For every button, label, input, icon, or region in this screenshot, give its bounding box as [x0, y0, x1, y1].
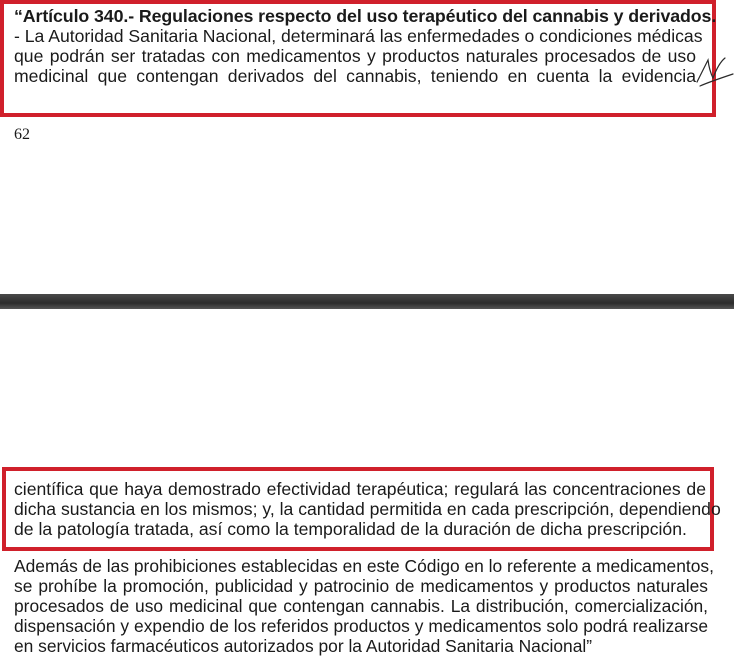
article-paragraph [14, 6, 717, 86]
article-line-1: - La Autoridad Sanitaria Nacional, determinará las enfermedades o condiciones médicas [14, 26, 703, 46]
closing-line-4: dispensación y expendio de los referidos productos y medicamentos solo podrá realizarse [14, 616, 708, 636]
article-title: “Artículo 340.- Regulaciones respecto del uso terapéutico del cannabis y derivados. [14, 6, 717, 26]
closing-line-5: en servicios farmacéuticos autorizados por la Autoridad Sanitaria Nacional” [14, 636, 593, 656]
handwritten-signature [695, 52, 734, 92]
closing-paragraph [14, 556, 714, 656]
closing-line-1: Además de las prohibiciones establecidas en este Código en lo referente a medicamentos, [14, 556, 714, 576]
closing-line-3: procesados de uso medicinal que contengan cannabis. La distribución, comercialización, [14, 596, 708, 616]
closing-line-2: se prohíbe la promoción, publicidad y patrocinio de medicamentos y productos naturales [14, 576, 708, 596]
continuation-line-3: de la patología tratada, así como la temporalidad de la duración de dicha prescripción. [14, 519, 687, 539]
page-number: 62 [14, 126, 30, 143]
article-line-2: que podrán ser tratadas con medicamentos y productos naturales procesados de uso [14, 46, 696, 66]
continuation-line-2: dicha sustancia en los mismos; y, la cantidad permitida en cada prescripción, dependiendo [14, 499, 721, 519]
continuation-line-1: científica que haya demostrado efectividad terapéutica; regulará las concentraciones de [14, 479, 706, 499]
continuation-paragraph [14, 479, 721, 539]
page-divider [0, 294, 734, 309]
article-line-3: medicinal que contengan derivados del cannabis, teniendo en cuenta la evidencia [14, 66, 696, 86]
